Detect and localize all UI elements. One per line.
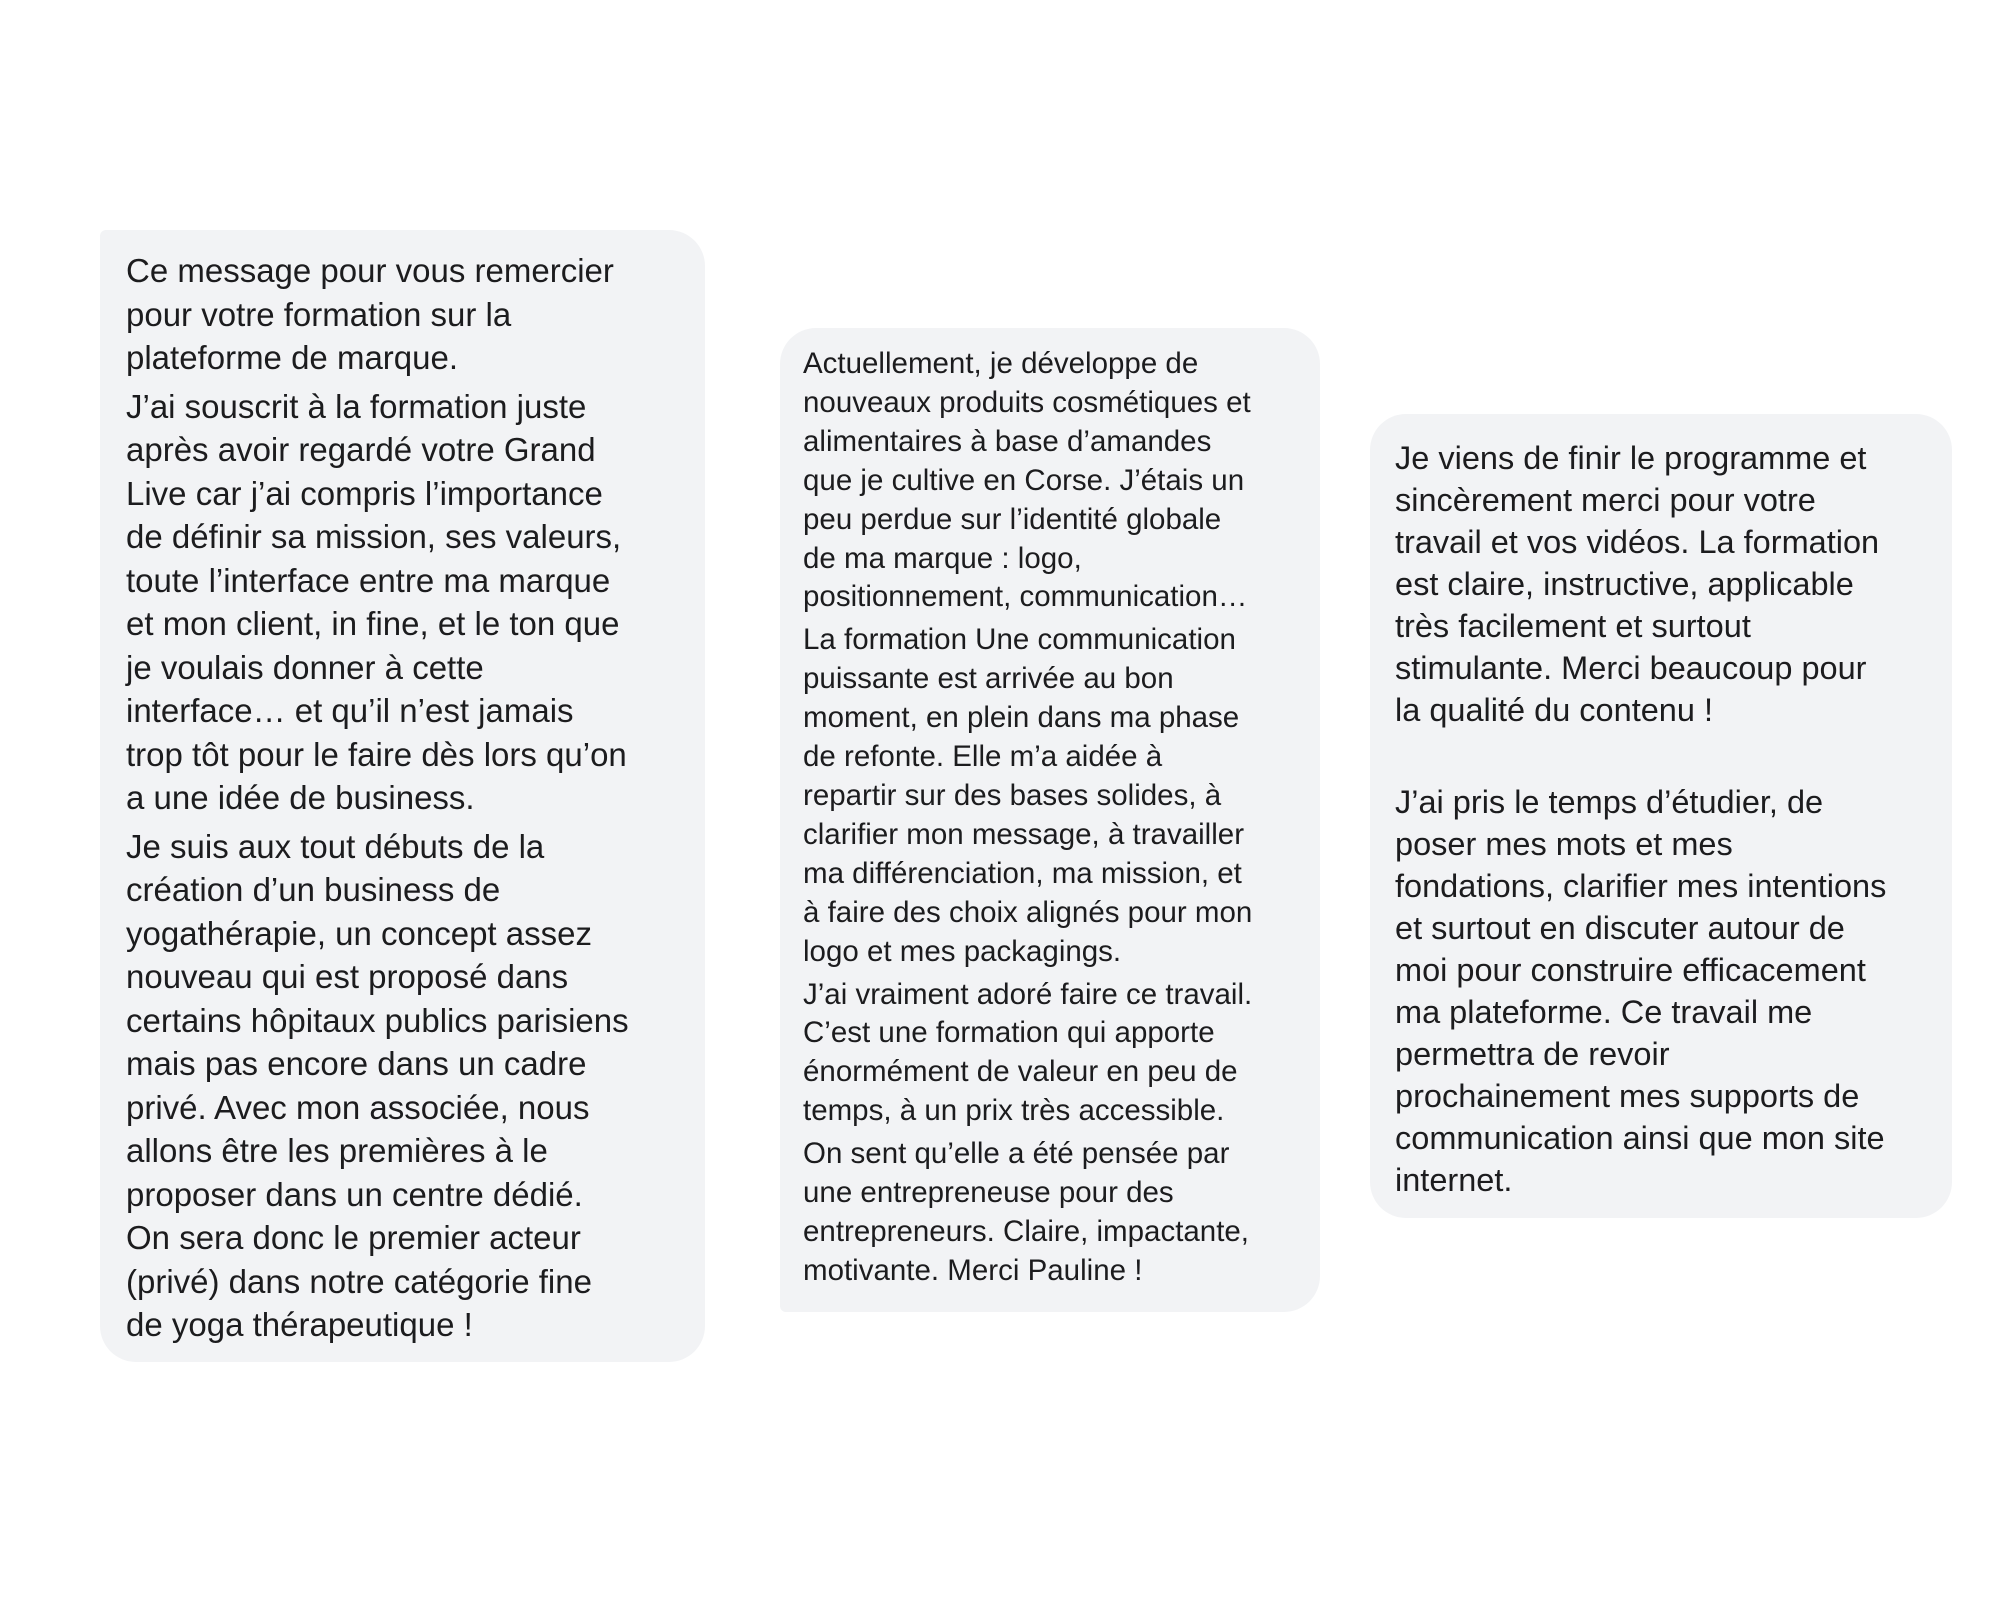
- message-2-paragraph-2: La formation Une communication puissante est arrivée au bon moment, en plein dans ma phase de refonte. Elle m’a aidée à repartir sur des bases solides, à clarifier mon message, à travailler ma différenciation, ma mission, et à faire des choix alignés pour mon logo et mes packagings.: [803, 623, 1253, 968]
- message-bubble-3: [1370, 414, 1952, 1218]
- message-2-paragraph-3: J’ai vraiment adoré faire ce travail. C’est une formation qui apporte énormément de valeur en peu de temps, à un prix très accessible.: [803, 977, 1253, 1128]
- message-2-paragraph-1: Actuellement, je développe de nouveaux produits cosmétiques et alimentaires à base d’amandes que je cultive en Corse. J’étais un peu perdue sur l’identité globale de ma marque : logo, positionnement, communication…: [803, 347, 1251, 614]
- message-2-paragraph-4: On sent qu’elle a été pensée par une entrepreneuse pour des entrepreneurs. Claire, impactante, motivante. Merci Pauline !: [803, 1137, 1250, 1287]
- message-1-paragraph-1: Ce message pour vous remercier pour votre formation sur la plateforme de marque.: [126, 252, 614, 376]
- message-bubble-1: [100, 230, 705, 1362]
- message-1-paragraph-3: Je suis aux tout débuts de la création d’un business de yogathérapie, un concept assez nouveau qui est proposé dans certains hôpitaux publics parisiens mais pas encore dans un cadre privé. Avec mon associée, nous allons être les premières à le proposer dans un centre dédié. On sera donc le premier acteur (privé) dans notre catégorie fine de yoga thérapeutique !: [126, 827, 629, 1343]
- message-3-paragraph-2: J’ai pris le temps d’étudier, de poser mes mots et mes fondations, clarifier mes intentions et surtout en discuter autour de moi pour construire efficacement ma plateforme. Ce travail me permettra de revoir prochainement mes supports de communication ainsi que mon site internet.: [1395, 784, 1887, 1198]
- message-bubble-2: [780, 328, 1320, 1312]
- message-1-paragraph-2: J’ai souscrit à la formation juste après avoir regardé votre Grand Live car j’ai compris l’importance de définir sa mission, ses valeurs, toute l’interface entre ma marque et mon client, in fine, et le ton que je voulais donner à cette interface… et qu’il n’est jamais trop tôt pour le faire dès lors qu’on a une idée de business.: [126, 387, 627, 816]
- message-3-paragraph-1: Je viens de finir le programme et sincèrement merci pour votre travail et vos vidéos. La formation est claire, instructive, applicable très facilement et surtout stimulante. Merci beaucoup pour la qualité du contenu !: [1395, 440, 1880, 728]
